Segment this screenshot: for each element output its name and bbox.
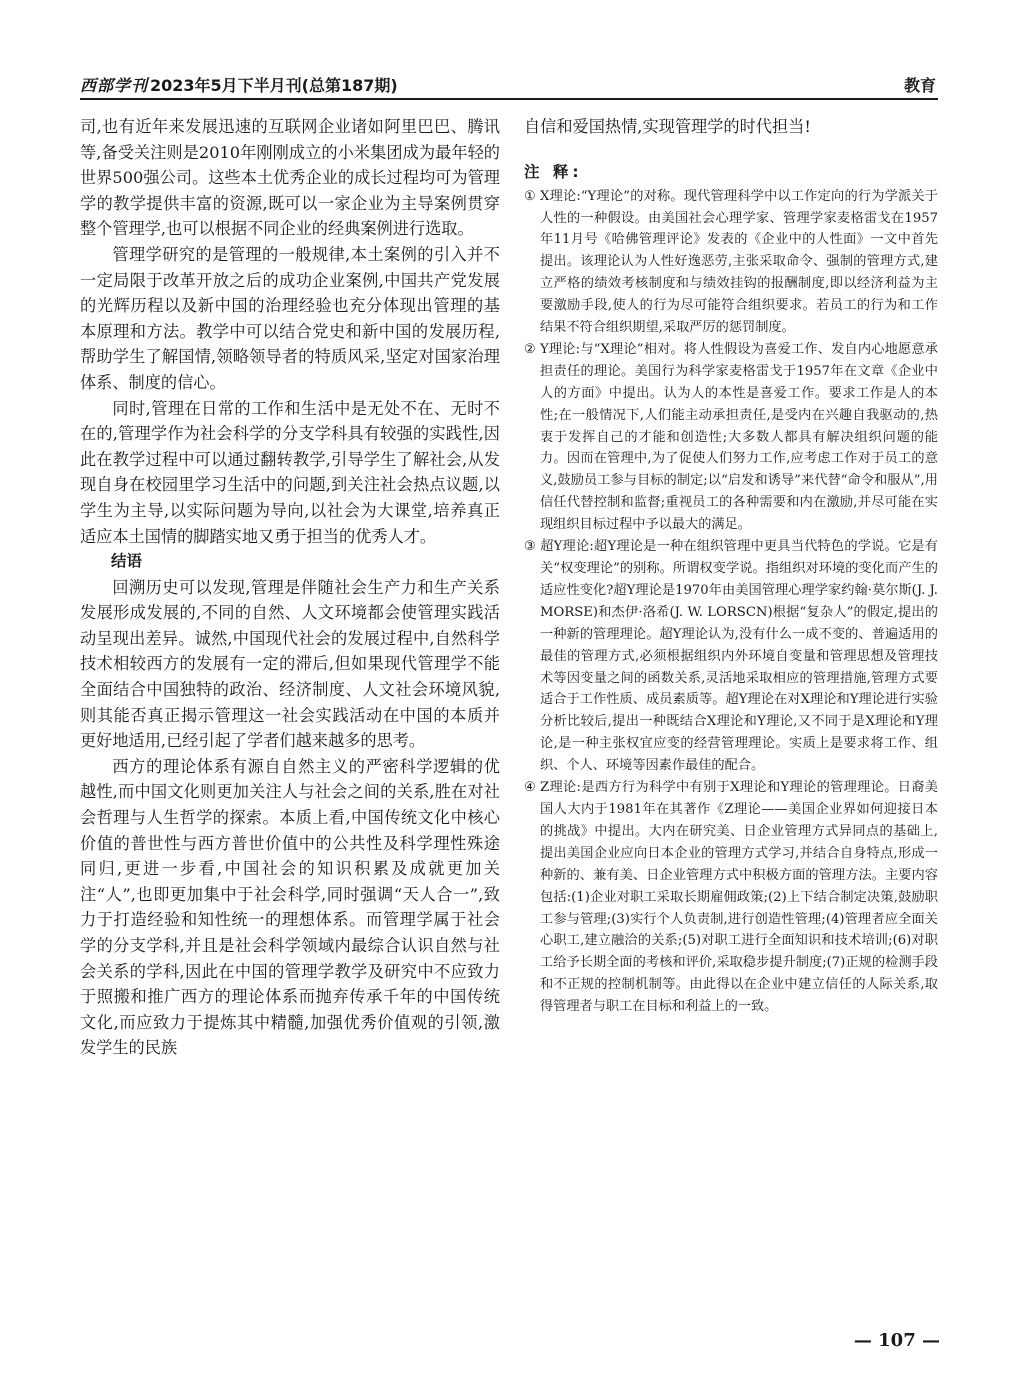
- body-paragraph: 司,也有近年来发展迅速的互联网企业诸如阿里巴巴、腾讯等,备受关注则是2010年刚刚成立的小米集团成为最年轻的世界500强公司。这些本土优秀企业的成长过程均可为管理学的教学提供丰富的资源,既可以一家企业为主导案例贯穿整个管理学,也可以根据不同企业的经典案例进行选取。: [80, 117, 500, 239]
- right-column: [524, 114, 938, 1018]
- section-label: 教育: [903, 76, 936, 95]
- footnote-text: Y理论:与“X理论”相对。将人性假设为喜爱工作、发自内心地愿意承担责任的理论。美国行为科学家麦格雷戈于1957年在文章《企业中人的方面》中提出。认为人的本性是喜爱工作。要求工作是人的本性;在一般情况下,人们能主动承担责任,是受内在兴趣自我驱动的,热衷于发挥自己的才能和创造性;大多数人都具有解决组织问题的能力。因而在管理中,为了促使人们努力工作,应考虑工作对于员工的意义,鼓励员工参与目标的制定;以“启发和诱导”来代替“命令和服从”,用信任代替控制和监督;重视员工的各种需要和内在激励,并尽可能在实现组织目标过程中予以最大的满足。: [540, 341, 938, 533]
- footnote-marker: ④: [524, 780, 536, 796]
- footnote-marker: ③: [524, 539, 536, 555]
- journal-logo: 西部学刊: [80, 76, 149, 95]
- footnote-text: 超Y理论:超Y理论是一种在组织管理中更具当代特色的学说。它是有关“权变理论”的别称。所谓权变学说。指组织对环境的变化而产生的适应性变化?超Y理论是1970年由美国管理心理学家约翰·莫尔斯(J. J. MORSE)和杰伊·洛希(J. W. LORSCN)根据“复杂人”的假定,提出的一种新的管理理论。超Y理论认为,没有什么一成不变的、普遍适用的最佳的管理方式,必须根据组织内外环境自变量和管理思想及管理技术等因变量之间的函数关系,灵活地采取相应的管理措施,管理方式要适合于工作性质、成员素质等。超Y理论在对X理论和Y理论进行实验分析比较后,提出一种既结合X理论和Y理论,又不同于是X理论和Y理论,是一种主张权宜应变的经营管理理论。实质上是要求将工作、组织、个人、环境等因素作最佳的配合。: [540, 539, 938, 774]
- footnote: [524, 339, 938, 536]
- body-paragraph: 自信和爱国热情,实现管理学的时代担当!: [524, 117, 811, 136]
- page-header: [80, 70, 938, 100]
- issue-info: 2023年5月下半月刊(总第187期): [150, 76, 398, 95]
- footnote-marker: ①: [524, 188, 536, 204]
- body-paragraph: 同时,管理在日常的工作和生活中是无处不在、无时不在的,管理学作为社会科学的分支学科具有较强的实践性,因此在教学过程中可以通过翻转教学,引导学生了解社会,从发现自身在校园里学习生活中的问题,到关注社会热点议题,以学生为主导,以实际问题为导向,以社会为大课堂,培养真正适应本土国情的脚踏实地又勇于担当的优秀人才。: [80, 398, 500, 546]
- body-paragraph: 管理学研究的是管理的一般规律,本土案例的引入并不一定局限于改革开放之后的成功企业案例,中国共产党发展的光辉历程以及新中国的治理经验也充分体现出管理的基本原理和方法。教学中可以结合党史和新中国的发展历程,帮助学生了解国情,领略领导者的特质风采,坚定对国家治理体系、制度的信心。: [80, 244, 500, 392]
- body-paragraph: 回溯历史可以发现,管理是伴随社会生产力和生产关系发展形成发展的,不同的自然、人文环境都会使管理实践活动呈现出差异。诚然,中国现代社会的发展过程中,自然科学技术相较西方的发展有一定的滞后,但如果现代管理学不能全面结合中国独特的政治、经济制度、人文社会环境风貌,则其能否真正揭示管理这一社会实践活动在中国的本质并更好地适用,已经引起了学者们越来越多的思考。: [80, 577, 500, 751]
- body-paragraph: 西方的理论体系有源自自然主义的严密科学逻辑的优越性,而中国文化则更加关注人与社会之间的关系,胜在对社会哲理与人生哲学的探索。本质上看,中国传统文化中核心价值的普世性与西方普世价值中的公共性及科学理性殊途同归,更进一步看,中国社会的知识积累及成就更加关注“人”,也即更加集中于社会科学,同时强调“天人合一”,致力于打造经验和知性统一的理想体系。而管理学属于社会学的分支学科,并且是社会科学领域内最综合认识自然与社会关系的学科,因此在中国的管理学教学及研究中不应致力于照搬和推广西方的理论体系而抛弃传承千年的中国传统文化,而应致力于提炼其中精髓,加强优秀价值观的引领,激发学生的民族: [80, 756, 500, 1058]
- left-column: [80, 114, 500, 1061]
- footnote: [524, 536, 938, 777]
- notes-title: 注 释:: [524, 162, 583, 181]
- footnote-text: X理论:“Y理论”的对称。现代管理科学中以工作定向的行为学派关于人性的一种假设。由美国社会心理学家、管理学家麦格雷戈在1957年11月号《哈佛管理评论》发表的《企业中的人性面》一文中首先提出。该理论认为人性好逸恶劳,主张采取命令、强制的管理方式,建立严格的绩效考核制度和与绩效挂钩的报酬制度,即以经济利益为主要激励手段,使人的行为尽可能符合组织要求。若员工的行为和工作结果不符合组织期望,采取严厉的惩罚制度。: [540, 188, 938, 336]
- footnote: [524, 186, 938, 339]
- journal-title: [80, 73, 398, 96]
- footnote-text: Z理论:是西方行为科学中有别于X理论和Y理论的管理理论。日裔美国人大内于1981年在其著作《Z理论——美国企业界如何迎接日本的挑战》中提出。大内在研究美、日企业管理方式异同点的基础上,提出美国企业应向日本企业的管理方式学习,并结合自身特点,形成一种新的、兼有美、日企业管理方式中积极方面的管理方法。主要内容包括:(1)企业对职工采取长期雇佣政策;(2)上下结合制定决策,鼓励职工参与管理;(3)实行个人负责制,进行创造性管理;(4)管理者应全面关心职工,建立融洽的关系;(5)对职工进行全面知识和技术培训;(6)对职工给予长期全面的考核和评价,采取稳步提升制度;(7)正规的检测手段和不正规的控制机制等。由此得以在企业中建立信任的人际关系,取得管理者与职工在目标和利益上的一致。: [540, 780, 938, 1015]
- page-number: — 107 —: [853, 1330, 940, 1351]
- section-heading: 结语: [111, 552, 143, 571]
- footnote: [524, 777, 938, 1018]
- footnote-marker: ②: [524, 341, 536, 357]
